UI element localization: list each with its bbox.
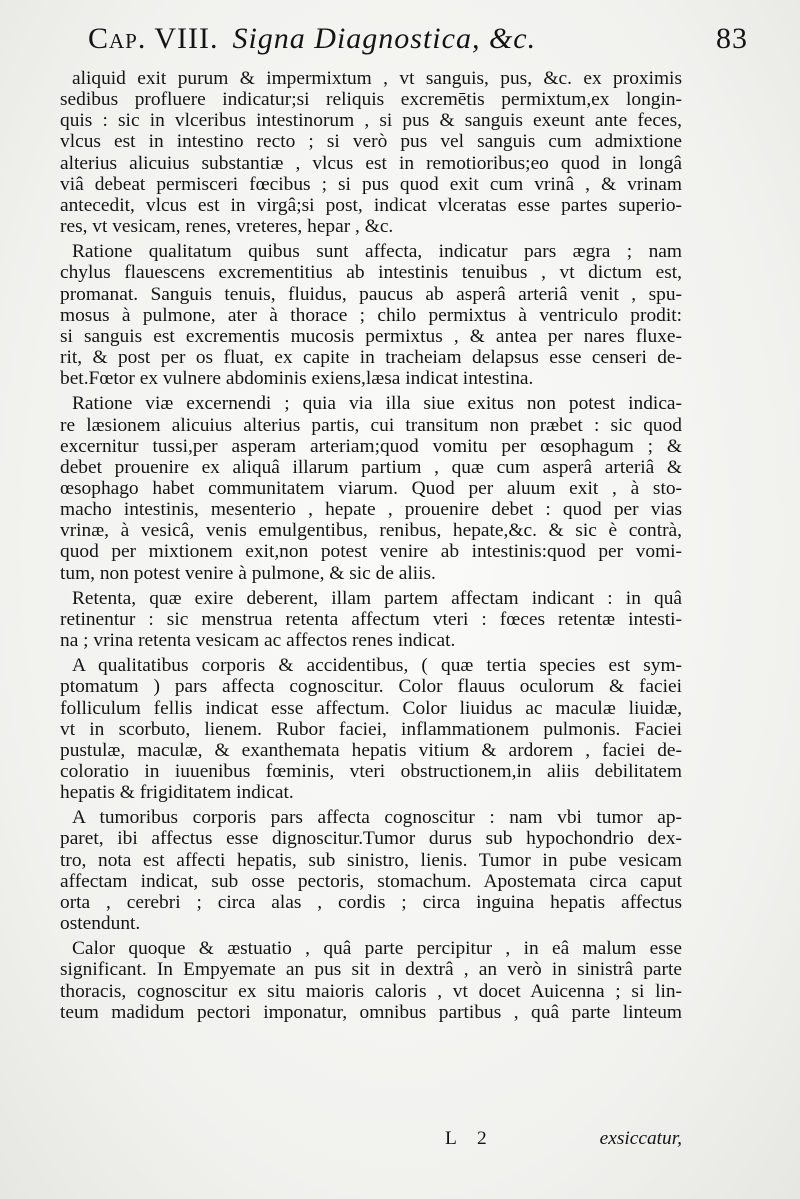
text-line: ptomatum ) pars affecta cognoscitur. Color flauus oculorum & faciei	[60, 676, 682, 698]
paragraph	[60, 588, 682, 651]
text-line: promanat. Sanguis tenuis, fluidus, paucus ab asperâ arteriâ venit , spu-	[60, 283, 682, 305]
text-line: retinentur : sic menstrua retenta affectum vteri : fœces retentæ intesti-	[60, 608, 682, 630]
text-line: vrinæ, à vesicâ, venis emulgentibus, renibus, hepate,&c. & sic è contrà,	[60, 520, 682, 542]
paragraph	[60, 241, 682, 389]
chapter-heading: Cap. VIII.	[88, 22, 219, 55]
text-line: Ratione viæ excernendi ; quia via illa siue exitus non potest indica-	[72, 393, 682, 415]
text-line: chylus flauescens excrementitius ab intestinis tenuibus , vt dictum est,	[60, 262, 682, 284]
text-line: vlcus est in intestino recto ; si verò pus vel sanguis cum admixtione	[60, 131, 682, 153]
text-line: A qualitatibus corporis & accidentibus, ( quæ tertia species est sym-	[72, 655, 682, 677]
text-line: rit, & post per os fluat, ex capite in tracheiam delapsus esse censeri de-	[60, 347, 682, 369]
text-line: paret, ibi affectus esse dignoscitur.Tumor durus sub hypochondrio dex-	[60, 828, 682, 850]
section-title: Signa Diagnostica, &c.	[232, 22, 537, 55]
text-line: orta , cerebri ; circa alas , cordis ; circa inguina hepatis affectus	[60, 891, 682, 913]
text-line: Ratione qualitatum quibus sunt affecta, indicatur pars ægra ; nam	[72, 241, 682, 263]
paragraph	[60, 68, 682, 237]
text-line: tum, non potest venire à pulmone, & sic de aliis.	[60, 562, 436, 584]
text-line: affectam indicat, sub osse pectoris, stomachum. Apostemata circa caput	[60, 870, 682, 892]
text-line: coloratio in iuuenibus fœminis, vteri obstructionem,in aliis debilitatem	[60, 761, 682, 782]
text-line: debet prouenire ex aliquâ illarum partium , quæ cum asperâ arteriâ &	[60, 456, 682, 478]
paragraph	[60, 393, 682, 583]
text-line: ostendunt.	[60, 913, 141, 935]
text-line: quod per mixtionem exit,non potest venire ab intestinis:quod per vomi-	[60, 541, 682, 563]
text-line: excernitur tussi,per asperam arteriam;quod vomitu per œsophagum ; &	[60, 435, 682, 457]
text-line: bet.Fœtor ex vulnere abdominis exiens,læsa indicat intestina.	[60, 368, 534, 390]
text-line: folliculum fellis indicat esse affectum. Color liuidus ac maculæ liuidæ,	[60, 697, 682, 719]
text-line: viâ debeat permisceri fœcibus ; si pus quod exit cum vrinâ , & vrinam	[60, 173, 682, 195]
catchword: exsiccatur,	[599, 1128, 682, 1149]
text-line: macho intestinis, mesenterio , hepate , prouenire debet : quod per vias	[60, 499, 682, 521]
text-line: vt in scorbuto, lienem. Rubor faciei, inflammationem pulmonis. Faciei	[60, 718, 682, 740]
paragraph	[60, 655, 682, 803]
text-line: hepatis & frigiditatem indicat.	[60, 782, 294, 804]
text-line: mosus à pulmone, ater à thorace ; chilo permixtus à ventriculo prodit:	[60, 304, 682, 326]
text-line: tro, nota est affecti hepatis, sub sinistro, lienis. Tumor in pube vesicam	[60, 849, 682, 871]
page-number: 83	[716, 22, 748, 55]
paragraph	[60, 938, 682, 1023]
text-line: Calor quoque & æstuatio , quâ parte percipitur , in eâ malum esse	[72, 938, 682, 960]
signature-mark: L 2	[445, 1128, 495, 1149]
text-line: aliquid exit purum & impermixtum , vt sanguis, pus, &c. ex proximis	[72, 68, 682, 89]
page-footer	[60, 1128, 682, 1158]
text-line: sedibus profluere indicatur;si reliquis excremētis permixtum,ex longin-	[60, 89, 682, 111]
text-line: thoracis, cognoscitur ex situ maioris caloris , vt docet Auicenna ; si lin-	[60, 980, 682, 1002]
text-line: antecedit, vlcus est in virgâ;si post, indicat vlceratas esse partes superio-	[60, 194, 682, 216]
text-line: na ; vrina retenta vesicam ac affectos renes indicat.	[60, 630, 456, 652]
running-head	[60, 22, 760, 66]
text-line: alterius alicuius substantiæ , vlcus est in remotioribus;eo quod in longâ	[60, 152, 682, 174]
text-line: œsophago habet communitatem viarum. Quod per aluum exit , à sto-	[60, 477, 682, 499]
text-line: quis : sic in vlceribus intestinorum , si pus & sanguis exeunt ante feces,	[60, 110, 682, 132]
text-line: Retenta, quæ exire deberent, illam partem affectam indicant : in quâ	[72, 587, 682, 609]
text-line: si sanguis est excrementis mucosis permixtus , & antea per nares fluxe-	[60, 325, 682, 347]
text-line: pustulæ, maculæ, & exanthemata hepatis vitium & ardorem , faciei de-	[60, 739, 682, 761]
text-line: teum madidum pectori imponatur, omnibus partibus , quâ parte linteum	[60, 1001, 682, 1023]
paragraph	[60, 807, 682, 934]
text-line: significant. In Empyemate an pus sit in dextrâ , an verò in sinistrâ parte	[60, 959, 682, 981]
text-line: A tumoribus corporis pars affecta cognoscitur : nam vbi tumor ap-	[72, 807, 682, 829]
body-text	[60, 68, 682, 1027]
text-line: re læsionem alicuius alterius partis, cui transitum non præbet : sic quod	[60, 414, 682, 436]
text-line: res, vt vesicam, renes, vreteres, hepar , &c.	[60, 216, 394, 238]
